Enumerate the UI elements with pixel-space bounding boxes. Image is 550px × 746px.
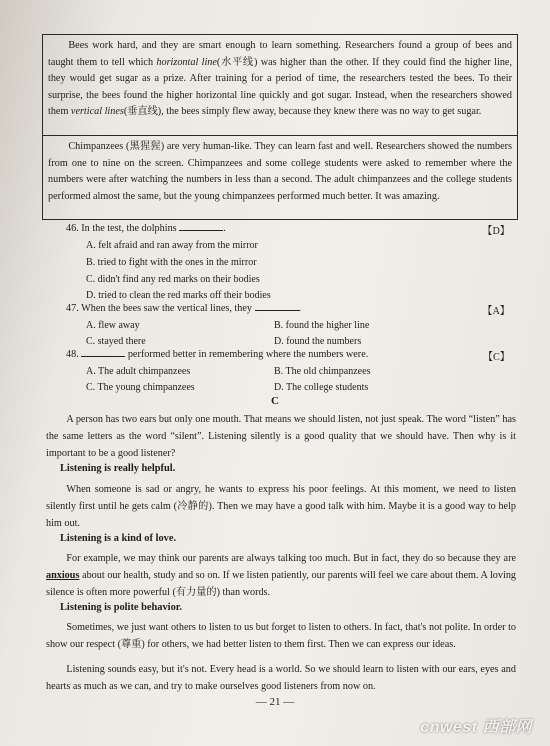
q48-option-b: B. The old chimpanzees (274, 366, 371, 377)
q47-number: 47. (66, 303, 79, 314)
q46-number: 46. (66, 223, 79, 234)
heading-polite: Listening is polite behavior. (60, 602, 183, 613)
box-divider (43, 135, 517, 136)
q48-option-d: D. The college students (274, 382, 369, 393)
question-46 (66, 220, 226, 238)
q47-stem: When the bees saw the vertical lines, they (81, 303, 252, 314)
intro-text: A person has two ears but only one mouth. That means we should listen, not just speak. The word “listen” has the same letters as the word “silent”. Listening silently is a good quality that we should have. Then why is it important to be a good listener? (46, 414, 516, 459)
chimp-paragraph (48, 139, 512, 205)
question-47 (66, 300, 301, 318)
q47-option-c: C. stayed there (86, 336, 146, 347)
q48-end: performed better in remembering where the numbers were. (127, 349, 369, 360)
heading-helpful: Listening is really helpful. (60, 463, 176, 474)
q47-answer: 【A】 (482, 306, 510, 317)
q48-option-c: C. The young chimpanzees (86, 382, 195, 393)
q48-option-a: A. The adult chimpanzees (86, 366, 191, 377)
q47-blank (255, 301, 299, 311)
passage-p3 (46, 619, 516, 653)
q48-number: 48. (66, 349, 79, 360)
p2-text-a: For example, we may think our parents are always talking too much. But in fact, they do so because they are (66, 553, 516, 564)
question-48 (66, 346, 368, 364)
q47-option-d: D. found the numbers (274, 336, 362, 347)
bees-italic-2: vertical lines (70, 106, 124, 118)
chimp-text: Chimpanzees (黑猩猩) are very human-like. They can learn fast and well. Researchers showed the numbers from one to nine on the screen. Chimpanzees and some college students were asked to remember where the numbers were after watching the numbers in less than a second. The adult chimpanzees and the college students performed almost the same, but the young chimpanzees performed much better. It was amazing. (48, 141, 512, 202)
p3-text: Sometimes, we just want others to listen to us but forget to listen to others. In fact, that's not polite. In order to show our respect (尊重) for others, we had better listen to them first. Then we can express our ideas. (46, 622, 516, 650)
section-heading: C (271, 395, 279, 407)
q46-answer: 【D】 (482, 226, 510, 237)
heading-love: Listening is a kind of love. (60, 533, 177, 544)
q46-option-d: D. tried to clean the red marks off their bodies (86, 290, 271, 301)
watermark-logo: cnwest 西部网 (420, 719, 532, 736)
bees-text-1: Bees work hard, and they are smart enough to learn something. Researchers found a group of bees and taught them to tell which (48, 40, 512, 68)
passage-intro (46, 411, 516, 462)
bees-text-2: (水平线) was higher than the other. If they could find the higher line, they would get sugar as a prize. After training for a period of time, the researchers tested the bees. To their surprise, the bees found the higher horizontal line quickly and got sugar. Instead, when the researchers showed them (48, 56, 512, 118)
q47-end: . (298, 303, 302, 314)
q46-stem: In the test, the dolphins (81, 223, 177, 234)
q48-answer: 【C】 (482, 352, 510, 363)
passage-p2 (46, 550, 516, 601)
q46-end: . (223, 223, 226, 234)
passage-p1 (46, 481, 516, 532)
bees-italic-1: horizontal line (156, 56, 217, 68)
p2-text-b: about our health, study and so on. If we listen patiently, our parents will feel we care about them. A loving silence is often more powerful (有力量的) than words. (46, 570, 517, 598)
q47-option-a: A. flew away (86, 320, 140, 331)
p4-text: Listening sounds easy, but it's not. Every head is a world. So we should learn to listen with our ears, eyes and hearts as much as we can, and try to make ourselves good listeners from now on. (46, 664, 516, 692)
p1-text: When someone is sad or angry, he wants to express his poor feelings. At this moment, we need to listen silently first until he gets calm (冷静的). Then we may have a good talk with him. Maybe it is a good way to help him out. (46, 484, 516, 529)
passage-p4 (46, 661, 516, 695)
q46-option-b: B. tried to fight with the ones in the mirror (86, 257, 257, 268)
q46-option-a: A. felt afraid and ran away from the mirror (86, 240, 258, 251)
q47-option-b: B. found the higher line (274, 320, 370, 331)
bees-text-3: (垂直线), the bees simply flew away, because they knew there was no way to get sugar. (123, 106, 482, 118)
page-number: — 21 — (255, 696, 295, 708)
q48-blank (81, 347, 125, 357)
bees-paragraph (48, 38, 512, 121)
q46-option-c: C. didn't find any red marks on their bodies (86, 274, 260, 285)
anxious-word: anxious (46, 570, 80, 581)
q46-blank (179, 221, 223, 231)
